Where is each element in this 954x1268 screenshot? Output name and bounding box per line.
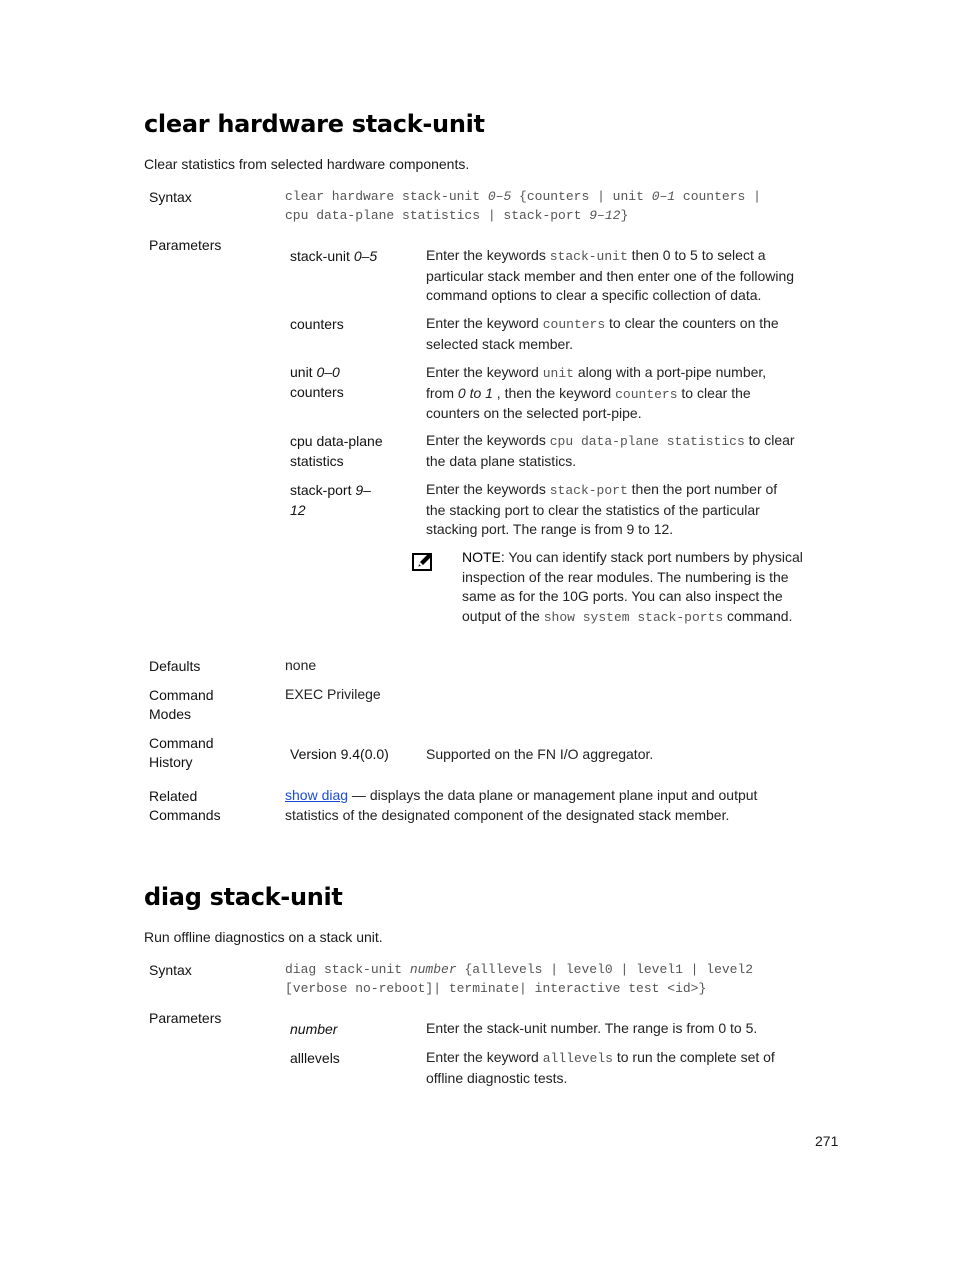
param-description: Enter the keyword unit along with a port-pipe number, from 0 to 1 , then the keyword counters to clear the counters on the selected port-pipe.	[426, 364, 767, 421]
param-term: counters	[290, 316, 344, 332]
history-version: Version 9.4(0.0)	[290, 746, 389, 762]
command-modes-value: EXEC Privilege	[285, 686, 381, 702]
related-commands-text: show diag — displays the data plane or management plane input and output statistics of the designated component of the designated stack member.	[285, 787, 758, 823]
param-description: Enter the keywords stack-unit then 0 to 5 to select a particular stack member and then enter one of the following command options to clear a specific collection of data.	[426, 247, 795, 303]
label-parameters: Parameters	[149, 237, 222, 253]
label-syntax: Syntax	[149, 962, 192, 978]
param-term: stack-unit 0–5	[290, 248, 378, 264]
syntax-block: diag stack-unit number {alllevels | level0 | level1 | level2 [verbose no-reboot]| terminate| interactive test <id>}	[285, 962, 754, 996]
page-number: 271	[815, 1133, 839, 1149]
section-description: Clear statistics from selected hardware components.	[144, 156, 470, 172]
section-title: diag stack-unit	[144, 883, 343, 911]
label-defaults: Defaults	[149, 658, 201, 674]
section-description: Run offline diagnostics on a stack unit.	[144, 929, 383, 945]
label-related-commands: Related Commands	[149, 788, 221, 823]
param-term: unit 0–0 counters	[290, 364, 344, 400]
param-term: number	[290, 1021, 338, 1037]
label-parameters: Parameters	[149, 1010, 222, 1026]
note-text: NOTE: You can identify stack port numbers by physical inspection of the rear modules. The numbering is the same as for the 10G ports. You can also inspect the output of the show system stack-ports command.	[462, 549, 803, 625]
param-description: Enter the stack-unit number. The range is from 0 to 5.	[426, 1020, 758, 1036]
param-term: stack-port 9– 12	[290, 482, 371, 518]
label-command-modes: Command Modes	[149, 687, 214, 722]
section-title: clear hardware stack-unit	[144, 110, 485, 138]
param-term: alllevels	[290, 1050, 340, 1066]
note-pencil-icon	[412, 552, 434, 577]
param-term: cpu data-plane statistics	[290, 433, 383, 469]
syntax-block: clear hardware stack-unit 0–5 {counters | unit 0–1 counters | cpu data-plane statistics | stack-port 9–12}	[285, 189, 761, 223]
param-description: Enter the keywords cpu data-plane statistics to clear the data plane statistics.	[426, 432, 795, 469]
history-text: Supported on the FN I/O aggregator.	[426, 746, 654, 762]
label-command-history: Command History	[149, 735, 214, 770]
show-diag-link[interactable]: show diag	[285, 787, 349, 803]
label-syntax: Syntax	[149, 189, 192, 205]
param-description: Enter the keywords stack-port then the port number of the stacking port to clear the statistics of the particular stacking port. The range is from 9 to 12.	[426, 481, 778, 537]
defaults-value: none	[285, 657, 317, 673]
param-description: Enter the keyword alllevels to run the complete set of offline diagnostic tests.	[426, 1049, 775, 1086]
param-description: Enter the keyword counters to clear the counters on the selected stack member.	[426, 315, 779, 352]
